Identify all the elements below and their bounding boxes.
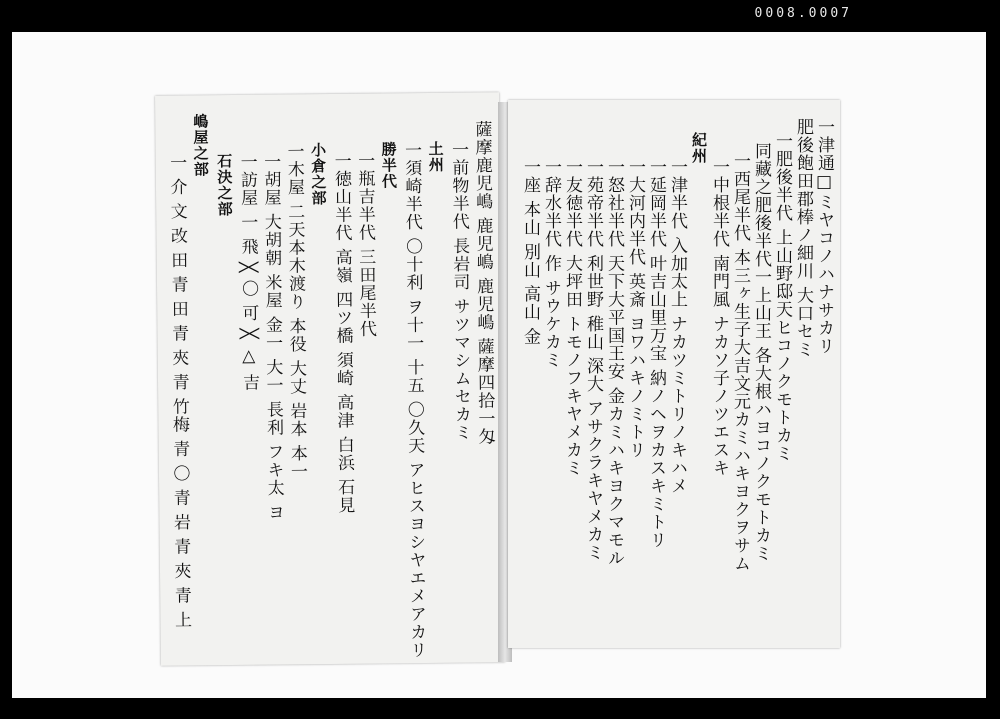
- text-column: 一前物半代 長岩司 サツマシムセカミ: [448, 140, 472, 442]
- text-column: 土州: [426, 140, 445, 173]
- text-column: 一木屋 二天本木渡り 本役 大丈 岩本 本一: [283, 142, 308, 481]
- text-column: 嶋屋之部: [191, 113, 210, 178]
- text-column: 一友徳半代 大坪田 トモノフキヤメカミ: [562, 158, 582, 477]
- text-column: 肥後飽田郡棒ノ細川 大口セミ: [793, 118, 813, 359]
- text-column: 一 介 文 改 田 青 田 青 夾 青 竹梅 青 〇 青 岩 青 夾 青 上: [166, 153, 192, 629]
- right-page: [508, 100, 840, 648]
- text-column: 一苑帝半代 利世野 稚山 深大 アサクラキヤメカミ: [583, 158, 603, 562]
- text-column: 小倉之部: [309, 142, 328, 207]
- text-column: 勝半代: [379, 141, 399, 190]
- text-column: 一座 本山 別山 高山 金: [520, 158, 540, 346]
- text-column: 同藏之肥後半代一上山王 各大根ハヨコノクモトカミ: [751, 142, 771, 563]
- text-column: 一大河内半代 英斎 ヨワハキノミトリ: [625, 158, 645, 459]
- text-column: 一須崎半代 〇十利 ヲ十一 十五 〇久天 アヒスヨシヤエメアカリ: [401, 141, 427, 660]
- text-column: 紀州: [690, 132, 708, 164]
- text-column: 一辞水半代 作 サウケカミ: [541, 158, 561, 369]
- left-page: [155, 92, 505, 666]
- text-column: 一津半代 入加太上 ナカツミトリノキハメ: [667, 158, 687, 495]
- text-column: 一肥後半代 上山野邸天ヒコノクモトカミ: [772, 132, 792, 463]
- text-column: 一徳山半代 高嶺 四ツ橋 須崎 高津 白浜 石見: [330, 151, 355, 515]
- text-column: 一怒社半代 天下大平国王安 金カミハキヨクマモル: [604, 158, 624, 567]
- text-column: 薩摩鹿児嶋 鹿児嶋 鹿児嶋 薩摩四拾一匁: [471, 120, 495, 446]
- text-column: 一延岡半代 叶吉山里万宝 納ノヘヲカスキミトリ: [646, 158, 666, 549]
- scan-sheet: [12, 32, 986, 698]
- text-column: 石決之部: [215, 153, 234, 218]
- text-column: 一瓶吉半代 三田尾半代: [354, 151, 377, 339]
- text-column: 一津通□ミヤコノハナサカリ: [814, 118, 834, 355]
- text-column: 一訪屋 一 飛 ╳ 〇 可 ╳ △ 吉: [236, 152, 260, 392]
- text-column: 一西尾半代 本三ヶ生子大吉文元カミハキヨクヲサム: [730, 152, 750, 573]
- text-column: 一胡屋 大胡朝 米屋 金一 大一 長利 フキ太 ヨ: [260, 152, 284, 522]
- film-frame-number: 0008.0007: [754, 6, 852, 21]
- text-column: 一中根半代 南門風 ナカソ子ノツエスキ: [709, 158, 729, 477]
